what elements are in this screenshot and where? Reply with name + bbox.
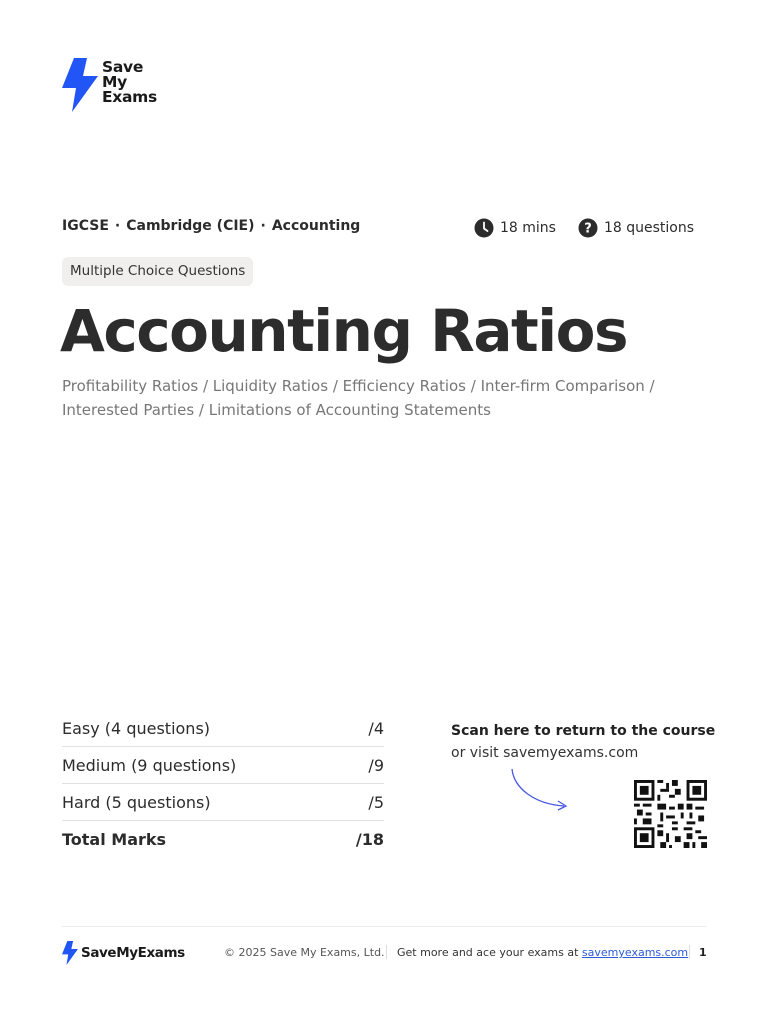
question-icon — [578, 218, 598, 238]
logo — [62, 58, 162, 112]
marks-value: /9 — [368, 755, 384, 775]
total-label: Total Marks — [62, 829, 167, 849]
footer-cta-link[interactable]: savemyexams.com — [581, 946, 689, 959]
footer-cta — [397, 946, 688, 959]
footer-logo — [62, 941, 185, 965]
scan-subtitle: or visit savemyexams.com — [451, 745, 639, 761]
marks-row-total — [62, 821, 384, 857]
qr-code[interactable] — [634, 780, 707, 848]
lightning-bolt-icon — [62, 58, 98, 112]
clock-icon — [474, 218, 494, 238]
breadcrumb-subject: Accounting — [271, 218, 361, 234]
breadcrumb-board: Cambridge (CIE) — [126, 218, 255, 234]
lightning-bolt-icon — [62, 941, 78, 965]
marks-value: /4 — [368, 718, 384, 738]
marks-table — [62, 710, 384, 857]
footer-cta-text: Get more and ace your exams at — [397, 946, 579, 959]
question-count-text: 18 questions — [604, 220, 695, 236]
marks-label: Hard (5 questions) — [62, 792, 211, 812]
page-number: 1 — [699, 946, 707, 959]
marks-row-hard — [62, 784, 384, 821]
total-value: /18 — [355, 829, 384, 849]
marks-value: /5 — [368, 792, 384, 812]
duration-info — [474, 218, 556, 238]
logo-wordmark: Save My Exams — [102, 58, 157, 106]
topic-list: Profitability Ratios / Liquidity Ratios / Efficiency Ratios / Inter-firm Comparison / Interested Parties / Limitations of Accounting Statements — [62, 377, 655, 419]
marks-row-easy — [62, 710, 384, 747]
breadcrumb-level: IGCSE — [62, 218, 109, 234]
marks-label: Medium (9 questions) — [62, 755, 237, 775]
footer-copyright: © 2025 Save My Exams, Ltd. — [224, 946, 385, 959]
page-title: Accounting Ratios — [60, 297, 627, 365]
svg-text:?: ? — [584, 221, 592, 237]
question-count-info — [578, 218, 694, 238]
footer-brand-name: SaveMyExams — [81, 945, 185, 961]
duration-text: 18 mins — [500, 220, 556, 236]
marks-row-medium — [62, 747, 384, 784]
marks-label: Easy (4 questions) — [62, 718, 211, 738]
question-type-badge: Multiple Choice Questions — [62, 257, 253, 286]
footer-separator — [689, 945, 690, 959]
arrow-icon — [506, 766, 572, 812]
scan-title: Scan here to return to the course — [451, 723, 716, 739]
footer-separator — [386, 945, 387, 959]
breadcrumb: IGCSE · Cambridge (CIE) · Accounting — [62, 218, 361, 234]
footer-divider — [62, 926, 706, 927]
